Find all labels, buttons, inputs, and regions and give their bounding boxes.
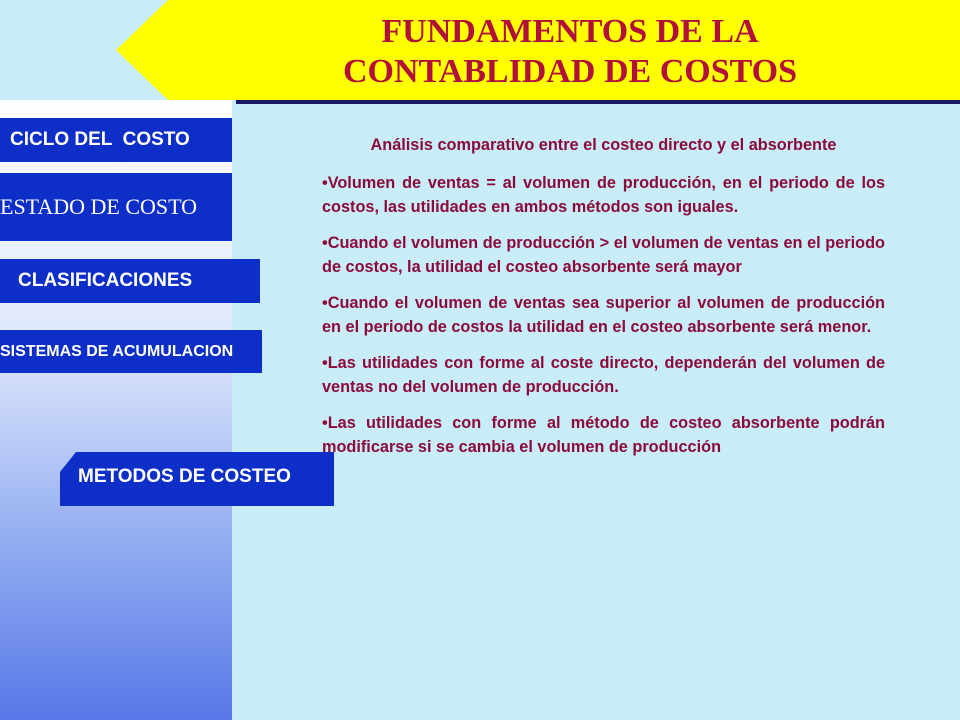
bullet-4: •Las utilidades con forme al coste directo, dependerán del volumen de ventas no del volumen de producción. — [322, 354, 885, 396]
page-title-line2: CONTABLIDAD DE COSTOS — [342, 53, 798, 90]
nav-clasificaciones[interactable] — [0, 259, 260, 303]
page-title-line1: FUNDAMENTOS DE LA — [381, 13, 759, 50]
bullet-2: •Cuando el volumen de producción > el volumen de ventas en el periodo de costos, la utilidad el costeo absorbente será mayor — [322, 234, 885, 276]
nav-metodos-label: METODOS DE COSTEO — [78, 466, 291, 487]
nav-estado-label: ESTADO DE COSTO — [0, 194, 198, 219]
bullet-5: •Las utilidades con forme al método de costeo absorbente podrán modificarse si se cambia el volumen de producción — [322, 414, 885, 456]
nav-ciclo-del-costo[interactable] — [0, 118, 232, 162]
content-heading: Análisis comparativo entre el costeo directo y el absorbente — [370, 136, 837, 154]
content-area — [322, 133, 885, 471]
bullet-3: •Cuando el volumen de ventas sea superior al volumen de producción en el periodo de costos la utilidad en el costeo absorbente será menor. — [322, 294, 885, 336]
page-title — [180, 12, 960, 92]
nav-sistemas-label: SISTEMAS DE ACUMULACION — [0, 342, 234, 360]
nav-estado-de-costo[interactable] — [0, 173, 232, 241]
nav-sistemas-de-acumulacion[interactable] — [0, 330, 262, 373]
nav-clasificaciones-label: CLASIFICACIONES — [18, 270, 193, 291]
nav-metodos-de-costeo[interactable] — [58, 450, 338, 508]
bullet-1: •Volumen de ventas = al volumen de producción, en el periodo de los costos, las utilidades en ambos métodos son iguales. — [322, 174, 885, 216]
nav-ciclo-label: CICLO DEL COSTO — [10, 129, 190, 150]
